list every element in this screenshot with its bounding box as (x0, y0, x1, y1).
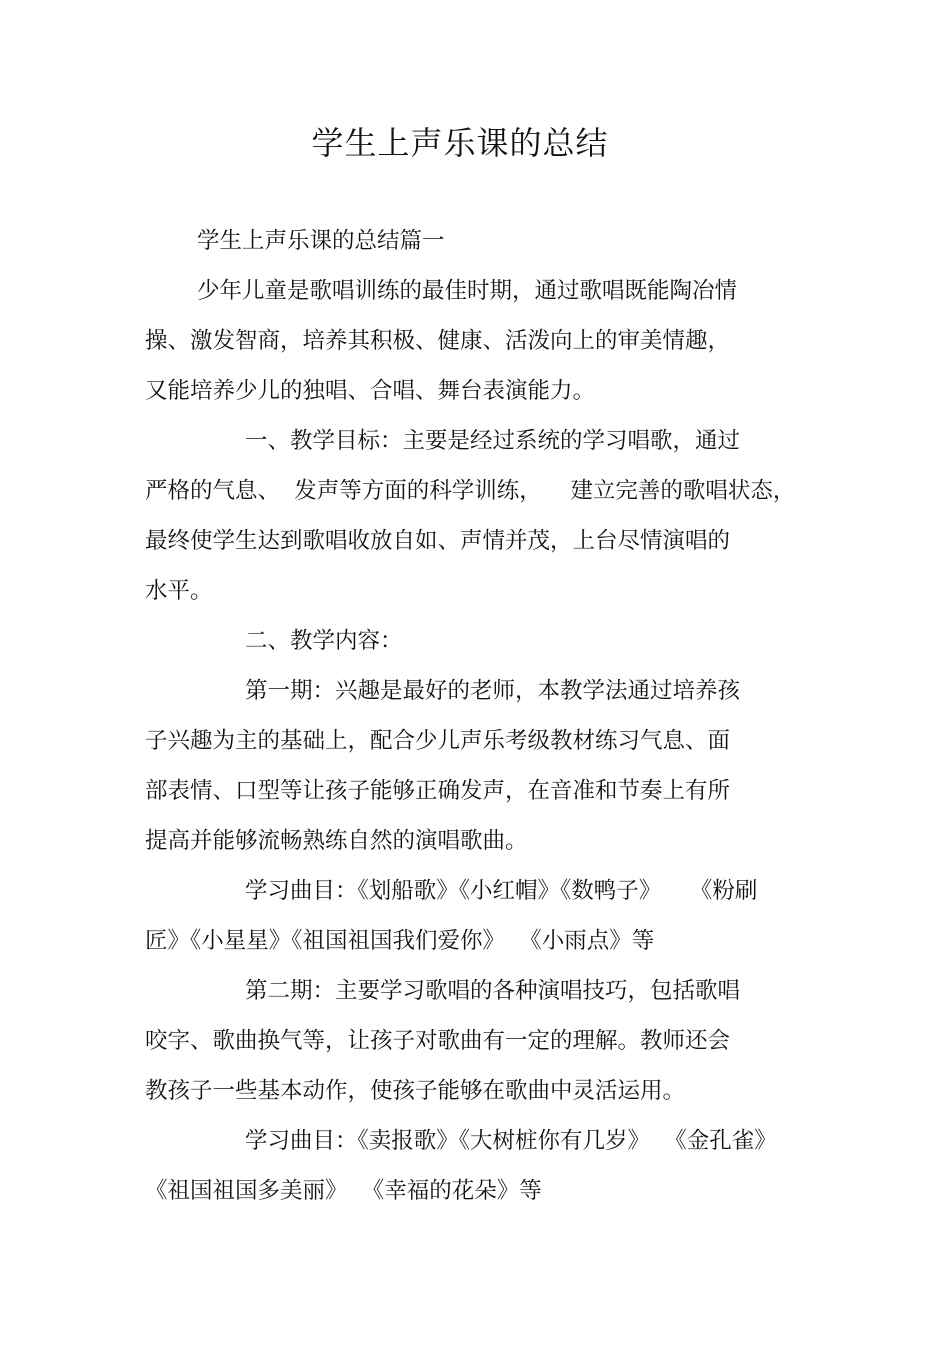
paragraph-line: 部表情、口型等让孩子能够正确发声，在音准和节奏上有所 (145, 778, 731, 804)
paragraph-line: 第二期：主要学习歌唱的各种演唱技巧，包括歌唱 (245, 978, 741, 1004)
document-title: 学生上声乐课的总结 (311, 124, 609, 162)
paragraph-line: 教孩子一些基本动作，使孩子能够在歌曲中灵活运用。 (145, 1078, 686, 1104)
paragraph-line: 少年儿童是歌唱训练的最佳时期，通过歌唱既能陶冶情 (197, 278, 738, 304)
paragraph-line: 严格的气息、 发声等方面的科学训练， 建立完善的歌唱状态， (145, 478, 796, 504)
paragraph-line: 操、激发智商，培养其积极、健康、活泼向上的审美情趣， (145, 328, 731, 354)
subsection-heading: 二、教学内容： (245, 628, 403, 654)
paragraph-line: 咬字、歌曲换气等，让孩子对歌曲有一定的理解。教师还会 (145, 1028, 731, 1054)
paragraph-line: 第一期：兴趣是最好的老师，本教学法通过培养孩 (245, 678, 741, 704)
paragraph-line: 《祖国祖国多美丽》 《幸福的花朵》等 (145, 1178, 542, 1204)
paragraph-line: 子兴趣为主的基础上，配合少儿声乐考级教材练习气息、面 (145, 728, 731, 754)
paragraph-line: 水平。 (145, 578, 213, 604)
paragraph-line: 学习曲目：《划船歌》《小红帽》《数鸭子》 《粉刷 (245, 878, 758, 904)
paragraph-line: 匠》《小星星》《祖国祖国我们爱你》 《小雨点》等 (145, 928, 655, 954)
paragraph-line: 提高并能够流畅熟练自然的演唱歌曲。 (145, 828, 528, 854)
section-heading: 学生上声乐课的总结篇一 (197, 228, 445, 254)
paragraph-line: 一、教学目标：主要是经过系统的学习唱歌，通过 (245, 428, 741, 454)
paragraph-line: 学习曲目：《卖报歌》《大树桩你有几岁》 《金孔雀》 (245, 1128, 777, 1154)
paragraph-line: 最终使学生达到歌唱收放自如、声情并茂，上台尽情演唱的 (145, 528, 731, 554)
paragraph-line: 又能培养少儿的独唱、合唱、舞台表演能力。 (145, 378, 596, 404)
